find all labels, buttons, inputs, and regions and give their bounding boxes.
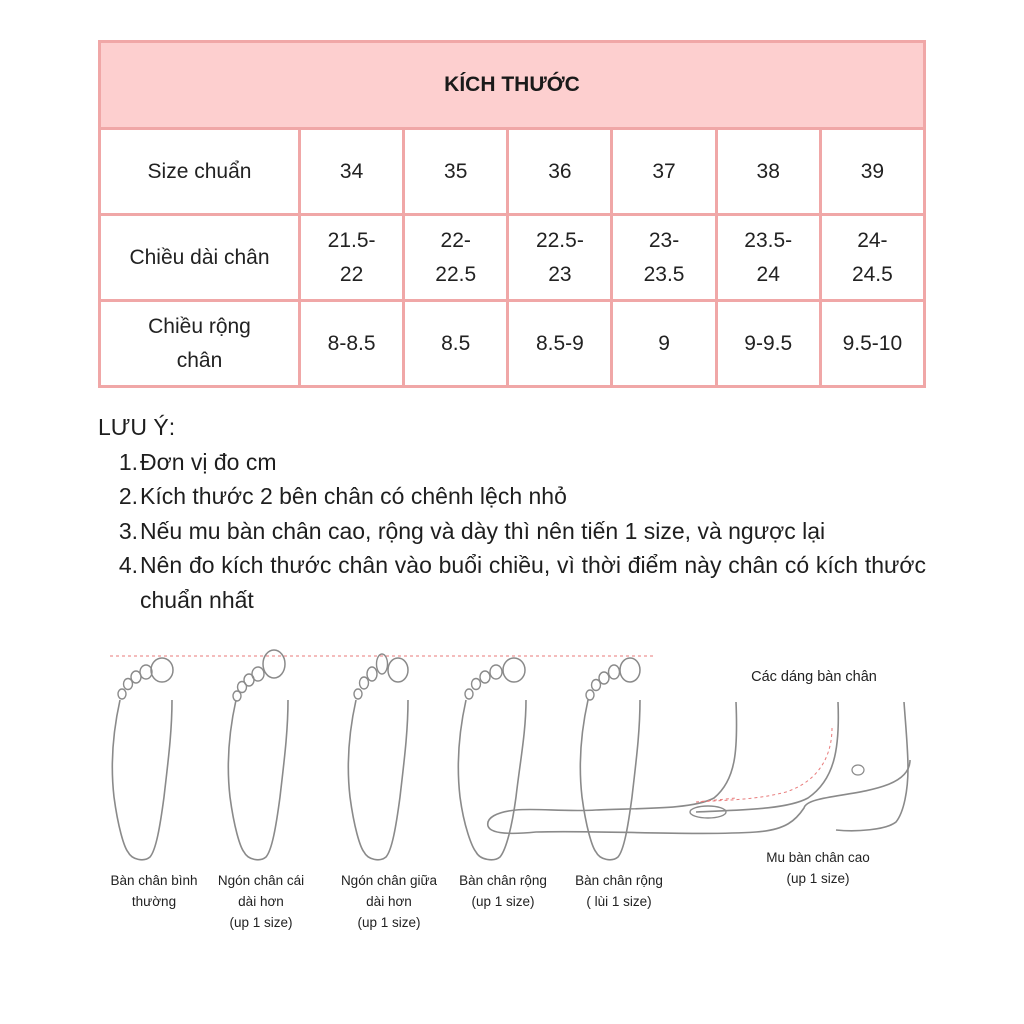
- table-cell: 21.5-22: [300, 215, 404, 301]
- foot-shapes-illustration: [96, 640, 936, 950]
- notes-list: [98, 445, 926, 618]
- table-cell: 37: [612, 129, 716, 215]
- caption-line: Ngón chân giữa: [340, 873, 438, 888]
- table-cell: 23.5-24: [716, 215, 820, 301]
- caption-line: thường: [131, 894, 177, 909]
- table-cell: 36: [508, 129, 612, 215]
- caption-line: Bàn chân bình: [110, 873, 198, 888]
- table-cell: 24-24.5: [820, 215, 924, 301]
- table-cell: 8-8.5: [300, 301, 404, 387]
- normal-foot-icon: [112, 658, 173, 860]
- table-cell: 9: [612, 301, 716, 387]
- list-number: 3.: [118, 517, 138, 544]
- caption-long-big-toe: [206, 870, 316, 933]
- caption-line: dài hơn: [366, 894, 412, 909]
- caption-line: dài hơn: [238, 894, 284, 909]
- list-text: Kích thước 2 bên chân có chênh lệch nhỏ: [140, 483, 567, 509]
- table-row: [100, 301, 925, 387]
- table-cell: 34: [300, 129, 404, 215]
- caption-wide-foot: [450, 870, 556, 912]
- list-number: 1.: [118, 448, 138, 475]
- list-number: 2.: [118, 483, 138, 509]
- table-cell: 39: [820, 129, 924, 215]
- table-cell: 9.5-10: [820, 301, 924, 387]
- row-label: Chiều dài chân: [100, 215, 300, 301]
- table-cell: 35: [404, 129, 508, 215]
- caption-narrow-foot: [566, 870, 672, 912]
- row-label: Chiều rộng chân: [100, 301, 300, 387]
- list-item: [98, 479, 926, 514]
- table-cell: 8.5: [404, 301, 508, 387]
- caption-line: (up 1 size): [786, 871, 850, 886]
- wide-foot-icon: [458, 658, 526, 860]
- caption-line: (up 1 size): [229, 915, 293, 930]
- list-text: Nếu mu bàn chân cao, rộng và dày thì nên tiến 1 size, và ngược lại: [140, 517, 826, 544]
- table-row: [100, 129, 925, 215]
- caption-line: Bàn chân rộng: [575, 873, 663, 888]
- caption-high-instep: [748, 847, 888, 889]
- caption-line: (up 1 size): [357, 915, 421, 930]
- caption-long-second-toe: [330, 870, 448, 933]
- table-row: [100, 215, 925, 301]
- table-cell: 22-22.5: [404, 215, 508, 301]
- caption-line: Ngón chân cái: [217, 873, 305, 888]
- caption-line: Mu bàn chân cao: [766, 850, 870, 865]
- list-item: [98, 548, 926, 617]
- table-title-row: [100, 42, 925, 129]
- long-big-toe-foot-icon: [228, 650, 288, 860]
- notes-title: LƯU Ý:: [98, 414, 176, 440]
- foot-shapes-title: Các dáng bàn chân: [751, 669, 877, 685]
- caption-line: ( lùi 1 size): [586, 894, 652, 909]
- list-text: Nên đo kích thước chân vào buổi chiều, vì thời điểm này chân có kích thước chuẩn nhất: [140, 552, 926, 613]
- caption-line: Bàn chân rộng: [459, 873, 547, 888]
- caption-normal-foot: [96, 870, 212, 912]
- table-cell: 38: [716, 129, 820, 215]
- high-instep-foot-icon: [488, 702, 910, 833]
- table-cell: 9-9.5: [716, 301, 820, 387]
- long-second-toe-foot-icon: [348, 654, 408, 860]
- list-item: [98, 514, 926, 549]
- caption-line: (up 1 size): [471, 894, 535, 909]
- list-text: Đơn vị đo cm: [140, 448, 277, 475]
- row-label: Size chuẩn: [100, 129, 300, 215]
- notes-section: [98, 410, 926, 617]
- table-cell: 22.5-23: [508, 215, 612, 301]
- list-number: 4.: [118, 552, 138, 578]
- table-cell: 23-23.5: [612, 215, 716, 301]
- narrow-foot-icon: [580, 658, 640, 860]
- size-table: [98, 40, 926, 388]
- list-item: [98, 445, 926, 480]
- table-cell: 8.5-9: [508, 301, 612, 387]
- table-title: KÍCH THƯỚC: [100, 42, 925, 129]
